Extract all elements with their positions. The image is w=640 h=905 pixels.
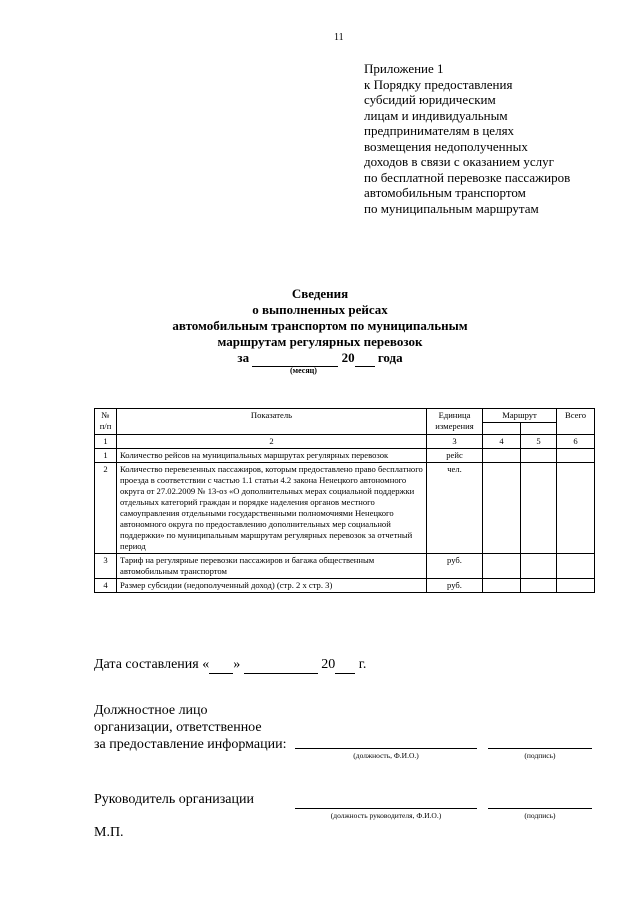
row-unit: рейс — [427, 449, 483, 463]
period-prefix: за — [237, 350, 250, 365]
title-line: Сведения — [291, 286, 349, 301]
row-num: 3 — [95, 554, 117, 579]
table-header-row — [95, 409, 595, 423]
row-value-cell[interactable] — [521, 554, 557, 579]
row-total-cell[interactable] — [557, 579, 595, 593]
col-number: 2 — [117, 435, 427, 449]
appendix-line: Приложение 1 — [364, 61, 444, 76]
year-suffix: года — [377, 350, 403, 365]
month-hint: (месяц) — [290, 366, 317, 375]
appendix-line: субсидий юридическим — [364, 92, 496, 107]
table-row — [95, 449, 595, 463]
head-signature-line[interactable] — [488, 808, 592, 809]
date-year-suffix: г. — [358, 657, 367, 672]
title-line: автомобильным транспортом по муниципальным — [172, 318, 468, 333]
header-indicator: Показатель — [117, 409, 427, 435]
col-number: 5 — [521, 435, 557, 449]
col-number: 6 — [557, 435, 595, 449]
stamp-place: М.П. — [94, 825, 124, 840]
head-position-line[interactable] — [295, 808, 477, 809]
col-number: 1 — [95, 435, 117, 449]
appendix-line: лицам и индивидуальным — [364, 107, 508, 123]
appendix-line: доходов в связи с оказанием услуг — [364, 154, 554, 169]
row-value-cell[interactable] — [521, 449, 557, 463]
official-signature-hint: (подпись) — [524, 751, 556, 760]
date-year-prefix: 20 — [321, 657, 336, 672]
appendix-block — [364, 61, 624, 216]
head-signature-hint: (подпись) — [524, 811, 556, 820]
header-unit: Единица измерения — [427, 409, 483, 435]
official-line: организации, ответственное — [94, 720, 262, 735]
row-value-cell[interactable] — [483, 463, 521, 554]
table-row — [95, 463, 595, 554]
appendix-line: к Порядку предоставления — [364, 76, 513, 92]
row-value-cell[interactable] — [483, 554, 521, 579]
official-line: за предоставление информации: — [94, 737, 287, 752]
month-blank[interactable] — [252, 350, 338, 367]
row-unit: руб. — [427, 579, 483, 593]
col-number: 3 — [427, 435, 483, 449]
official-label — [94, 702, 286, 753]
official-signature-line[interactable] — [488, 748, 592, 749]
row-value-cell[interactable] — [483, 449, 521, 463]
period-line — [120, 350, 520, 367]
row-total-cell[interactable] — [557, 449, 595, 463]
header-route: Маршрут — [483, 409, 557, 423]
route-subcell — [521, 423, 557, 435]
year-prefix: 20 — [341, 350, 355, 365]
page-number: 11 — [334, 32, 344, 43]
month-blank[interactable] — [244, 657, 318, 674]
row-indicator: Тариф на регулярные перевозки пассажиров и багажа общественным автомобильным транспортом — [117, 554, 427, 579]
header-total: Всего — [557, 409, 595, 435]
row-total-cell[interactable] — [557, 554, 595, 579]
row-value-cell[interactable] — [521, 463, 557, 554]
official-position-hint: (должность, Ф.И.О.) — [353, 751, 419, 760]
appendix-line: по бесплатной перевозке пассажиров — [364, 169, 571, 185]
row-unit: руб. — [427, 554, 483, 579]
row-value-cell[interactable] — [483, 579, 521, 593]
row-num: 4 — [95, 579, 117, 593]
title-line: маршрутам регулярных перевозок — [217, 334, 423, 349]
table-row — [95, 554, 595, 579]
date-line — [94, 657, 366, 674]
appendix-line: возмещения недополученных — [364, 138, 528, 154]
row-unit: чел. — [427, 463, 483, 554]
title-line: о выполненных рейсах — [252, 302, 388, 317]
report-table — [94, 408, 595, 593]
row-indicator: Количество перевезенных пассажиров, которым предоставлено право бесплатного проезда в соответствии с частью 1.1 статьи 4.2 закона Ненецкого автономного округа от 27.02.2009 № 13-оз «О дополнительных мерах социальной поддержки отдельных категорий граждан и порядке наделения органов местного самоуправления отдельными государственными полномочиями Ненецкого автономного округа по предоставлению дополнительных мер социальной поддержки» по муниципальным маршрутам регулярных перевозок за отчетный период — [117, 463, 427, 554]
appendix-line: по муниципальным маршрутам — [364, 200, 539, 216]
row-num: 1 — [95, 449, 117, 463]
day-blank[interactable] — [209, 657, 233, 674]
date-close-quote: » — [233, 657, 241, 672]
row-indicator: Размер субсидии (недополученный доход) (стр. 2 х стр. 3) — [117, 579, 427, 593]
row-value-cell[interactable] — [521, 579, 557, 593]
header-num: № п/п — [95, 409, 117, 435]
official-position-line[interactable] — [295, 748, 477, 749]
column-number-row — [95, 435, 595, 449]
row-indicator: Количество рейсов на муниципальных маршрутах регулярных перевозок — [117, 449, 427, 463]
year-blank[interactable] — [335, 657, 355, 674]
appendix-line: предпринимателям в целях — [364, 123, 515, 138]
year-blank[interactable] — [355, 350, 375, 367]
official-line: Должностное лицо — [94, 703, 208, 718]
route-subcell — [483, 423, 521, 435]
date-label: Дата составления « — [94, 657, 210, 672]
col-number: 4 — [483, 435, 521, 449]
row-num: 2 — [95, 463, 117, 554]
document-title — [120, 286, 520, 367]
row-total-cell[interactable] — [557, 463, 595, 554]
head-position-hint: (должность руководителя, Ф.И.О.) — [330, 811, 442, 820]
appendix-line: автомобильным транспортом — [364, 185, 526, 200]
head-label: Руководитель организации — [94, 792, 254, 807]
table-row — [95, 579, 595, 593]
